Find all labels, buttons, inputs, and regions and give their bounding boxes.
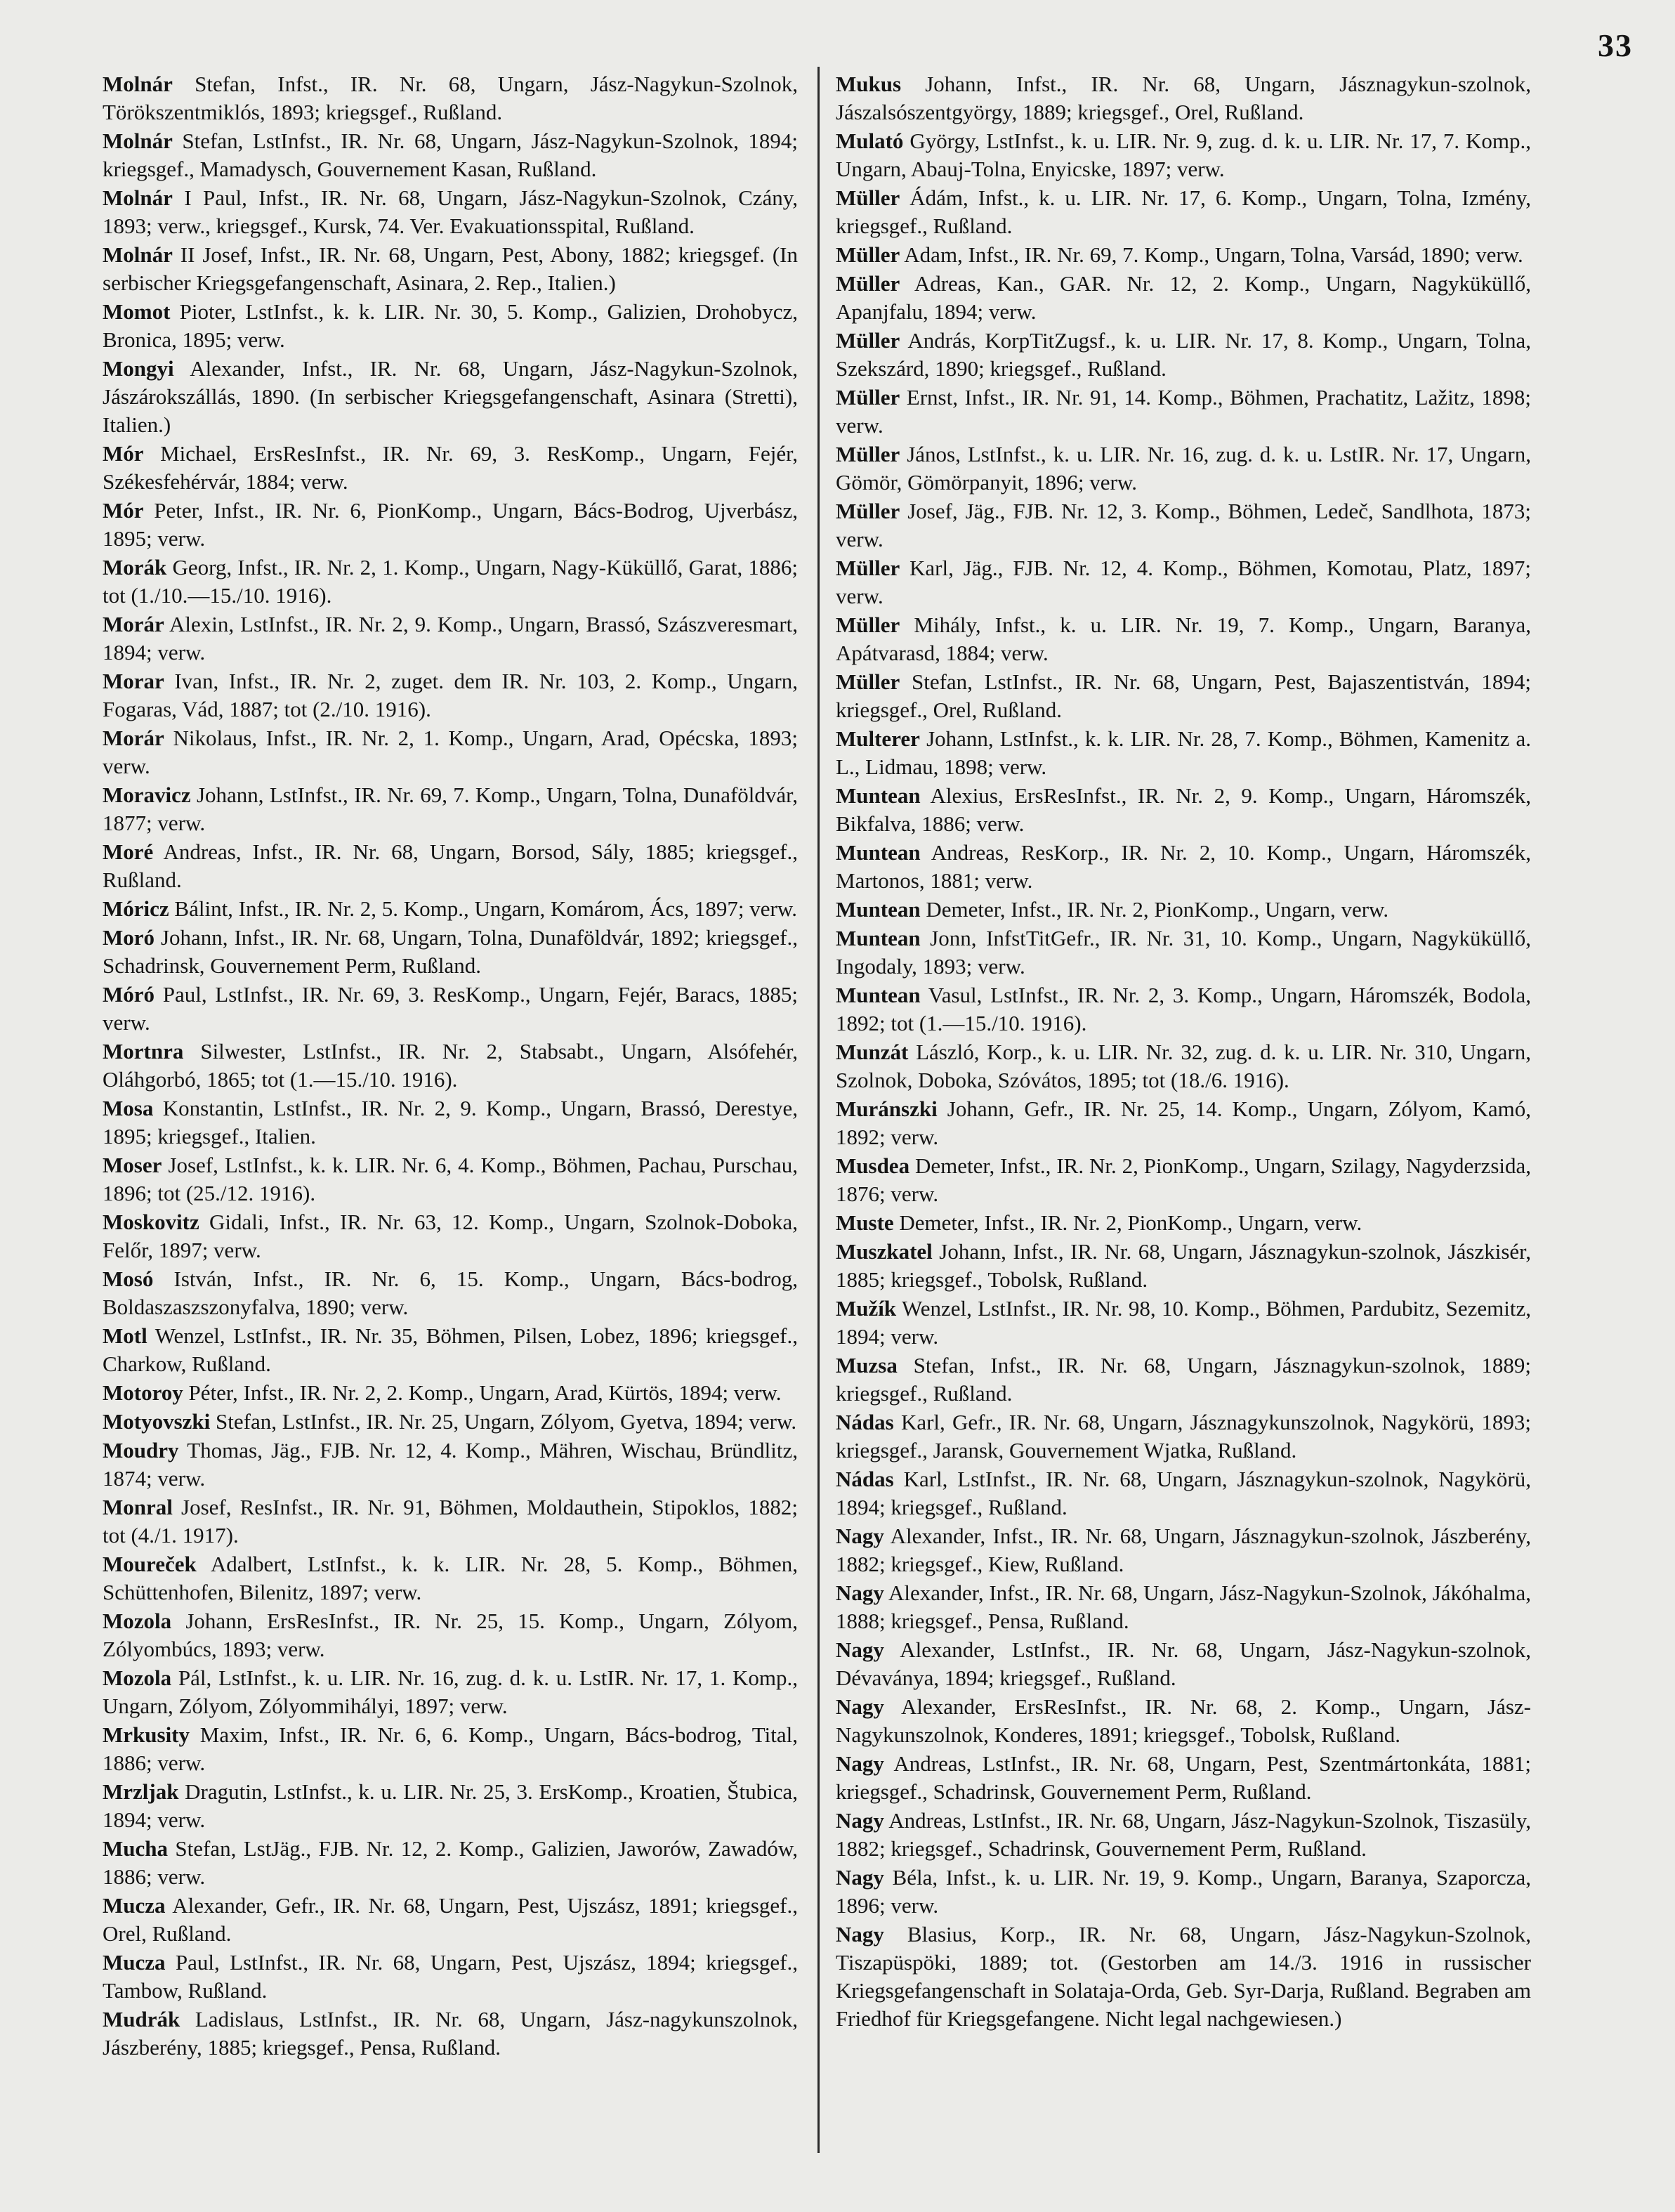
entry-surname: Mucza [103, 1893, 166, 1918]
entry-details: Demeter, Infst., IR. Nr. 2, PionKomp., Ungarn, verw. [899, 1210, 1362, 1235]
entry [103, 981, 798, 1037]
entry-details: Maxim, Infst., IR. Nr. 6, 6. Komp., Ungarn, Bács-bodrog, Tital, 1886; verw. [103, 1722, 799, 1775]
entry [103, 1151, 798, 1208]
entry-details: Ladislaus, LstInfst., IR. Nr. 68, Ungarn, Jász-nagykunszolnok, Jászberény, 1885; kriegsgef., Pensa, Rußland. [103, 2007, 798, 2060]
entry [836, 668, 1531, 724]
entry [836, 127, 1531, 183]
entry-details: Johann, Infst., IR. Nr. 68, Ungarn, Jásznagykun-szolnok, Jászkisér, 1885; kriegsgef., Tobolsk, Rußland. [836, 1239, 1532, 1292]
entry-details: Johann, Infst., IR. Nr. 68, Ungarn, Tolna, Dunaföldvár, 1892; kriegsgef., Schadrinsk, Gouvernement Perm, Rußland. [103, 925, 799, 978]
entry [836, 440, 1531, 497]
entry-details: Stefan, LstJäg., FJB. Nr. 12, 2. Komp., Galizien, Jaworów, Zawadów, 1886; verw. [103, 1836, 798, 1889]
entry-surname: Mucza [103, 1950, 166, 1975]
entry [836, 725, 1531, 781]
entry-details: Josef, LstInfst., k. k. LIR. Nr. 6, 4. Komp., Böhmen, Pachau, Purschau, 1896; tot (25./12. 1916). [103, 1153, 799, 1205]
entry [103, 355, 798, 439]
entry-details: Johann, ErsResInfst., IR. Nr. 25, 15. Komp., Ungarn, Zólyom, Zólyombúcs, 1893; verw. [103, 1609, 798, 1661]
entry [836, 896, 1531, 924]
entry [836, 1693, 1531, 1749]
left-column [103, 70, 798, 2062]
entry [836, 924, 1531, 981]
entry-details: Stefan, Infst., IR. Nr. 68, Ungarn, Jász-Nagykun-Szolnok, Törökszentmiklós, 1893; kriegsgef., Rußland. [103, 72, 799, 124]
entry-details: András, KorpTitZugsf., k. u. LIR. Nr. 17, 8. Komp., Ungarn, Tolna, Szekszárd, 1890; kriegsgef., Rußland. [836, 328, 1531, 381]
entry [103, 184, 798, 240]
entry [103, 1778, 798, 1834]
entry [836, 1807, 1531, 1863]
entry-surname: Mukus [836, 72, 902, 96]
entry [103, 1437, 798, 1493]
entry-details: Gidali, Infst., IR. Nr. 63, 12. Komp., Ungarn, Szolnok-Doboka, Felőr, 1897; verw. [103, 1210, 798, 1262]
entry-details: István, Infst., IR. Nr. 6, 15. Komp., Ungarn, Bács-bodrog, Boldaszaszszonyfalva, 1890; verw. [103, 1267, 798, 1319]
entry-details: Demeter, Infst., IR. Nr. 2, PionKomp., Ungarn, Szilagy, Nagyderzsida, 1876; verw. [836, 1153, 1531, 1206]
entry [103, 1379, 798, 1407]
entry-surname: Müller [836, 669, 900, 694]
entry [103, 924, 798, 980]
entry-surname: Mozola [103, 1609, 172, 1633]
entry-details: Andreas, LstInfst., IR. Nr. 68, Ungarn, Jász-Nagykun-Szolnok, Tiszasüly, 1882; kriegsgef., Schadrinsk, Gouvernement Perm, Rußland. [836, 1808, 1531, 1861]
entry [836, 241, 1531, 269]
entry-details: Mihály, Infst., k. u. LIR. Nr. 19, 7. Komp., Ungarn, Baranya, Apátvarasd, 1884; verw. [836, 613, 1532, 665]
entry [103, 667, 798, 724]
entry [103, 1721, 798, 1777]
entry-details: Ivan, Infst., IR. Nr. 2, zuget. dem IR. Nr. 103, 2. Komp., Ungarn, Fogaras, Vád, 1887; tot (2./10. 1916). [103, 669, 799, 721]
entry-details: Karl, Gefr., IR. Nr. 68, Ungarn, Jásznagykunszolnok, Nagykörü, 1893; kriegsgef., Jaransk, Gouvernement Wjatka, Rußland. [836, 1410, 1532, 1462]
entry-details: Alexander, Infst., IR. Nr. 68, Ungarn, Jásznagykun-szolnok, Jászberény, 1882; kriegsgef., Kiew, Rußland. [836, 1524, 1531, 1576]
entry-surname: Muszkatel [836, 1239, 933, 1264]
entry [836, 611, 1531, 667]
entry-details: Peter, Infst., IR. Nr. 6, PionKomp., Ungarn, Bács-Bodrog, Ujverbász, 1895; verw. [103, 498, 798, 551]
entry-surname: Nagy [836, 1694, 884, 1719]
entry-surname: Mór [103, 498, 144, 523]
entry [103, 1493, 798, 1550]
entry [836, 184, 1531, 240]
entry-details: Josef, ResInfst., IR. Nr. 91, Böhmen, Moldauthein, Stipoklos, 1882; tot (4./1. 1917). [103, 1495, 798, 1547]
entry [836, 839, 1531, 895]
entry-surname: Müller [836, 613, 900, 637]
entry-surname: Momot [103, 299, 171, 324]
entry-details: Johann, LstInfst., k. k. LIR. Nr. 28, 7. Komp., Böhmen, Kamenitz a. L., Lidmau, 1898; verw. [836, 726, 1531, 779]
entry-details: Michael, ErsResInfst., IR. Nr. 69, 3. ResKomp., Ungarn, Fejér, Székesfehérvár, 1884; verw. [103, 441, 799, 494]
entry [836, 1465, 1531, 1521]
entry [103, 895, 798, 923]
entry-surname: Molnár [103, 185, 173, 210]
entry [103, 298, 798, 354]
entry-surname: Moskovitz [103, 1210, 199, 1234]
entry-details: Alexander, LstInfst., IR. Nr. 68, Ungarn, Jász-Nagykun-szolnok, Dévaványa, 1894; kriegsgef., Rußland. [836, 1637, 1531, 1690]
entry-details: Johann, Gefr., IR. Nr. 25, 14. Komp., Ungarn, Zólyom, Kamó, 1892; verw. [836, 1097, 1532, 1149]
entry-details: Stefan, LstInfst., IR. Nr. 68, Ungarn, Pest, Bajaszentistván, 1894; kriegsgef., Orel, Rußland. [836, 669, 1531, 722]
entry-details: Alexin, LstInfst., IR. Nr. 2, 9. Komp., Ungarn, Brassó, Szászveresmart, 1894; verw. [103, 612, 799, 665]
entry-surname: Muntean [836, 783, 921, 808]
entry-surname: Mužík [836, 1296, 897, 1321]
entry-surname: Müller [836, 271, 900, 296]
entry-surname: Motoroy [103, 1380, 183, 1405]
entry-details: Pál, LstInfst., k. u. LIR. Nr. 16, zug. d. k. u. LstIR. Nr. 17, 1. Komp., Ungarn, Zólyom, Zólyommihályi, 1897; verw. [103, 1665, 798, 1718]
entry-surname: Nagy [836, 1922, 884, 1946]
entry-details: Wenzel, LstInfst., IR. Nr. 35, Böhmen, Pilsen, Lobez, 1896; kriegsgef., Charkow, Rußland. [103, 1323, 798, 1376]
entry-details: György, LstInfst., k. u. LIR. Nr. 9, zug. d. k. u. LIR. Nr. 17, 7. Komp., Ungarn, Abauj-Tolna, Enyicske, 1897; verw. [836, 129, 1531, 181]
entry-details: Péter, Infst., IR. Nr. 2, 2. Komp., Ungarn, Arad, Kürtös, 1894; verw. [188, 1380, 782, 1405]
entry-surname: Nagy [836, 1581, 884, 1605]
entry-surname: Monral [103, 1495, 173, 1519]
entry [836, 497, 1531, 554]
entry-surname: Muntean [836, 840, 921, 865]
entry [103, 440, 798, 496]
entry-details: Pioter, LstInfst., k. k. LIR. Nr. 30, 5. Komp., Galizien, Drohobycz, Bronica, 1895; verw. [103, 299, 799, 352]
entry-surname: Nagy [836, 1751, 884, 1776]
entry-surname: Musdea [836, 1153, 910, 1178]
entry-details: Jonn, InfstTitGefr., IR. Nr. 31, 10. Komp., Ungarn, Nagyküküllő, Ingodaly, 1893; verw. [836, 926, 1531, 979]
entry-surname: Müller [836, 499, 900, 523]
entry [836, 1864, 1531, 1920]
entry-surname: Mulató [836, 129, 904, 153]
entry-details: Georg, Infst., IR. Nr. 2, 1. Komp., Ungarn, Nagy-Küküllő, Garat, 1886; tot (1./10.—15./10. 1916). [103, 555, 798, 608]
entry-surname: Morák [103, 555, 167, 580]
entry [103, 554, 798, 610]
entry-details: Nikolaus, Infst., IR. Nr. 2, 1. Komp., Ungarn, Arad, Opécska, 1893; verw. [103, 726, 798, 778]
entry-details: László, Korp., k. u. LIR. Nr. 32, zug. d. k. u. LIR. Nr. 310, Ungarn, Szolnok, Doboka, Szóvátos, 1895; tot (18./6. 1916). [836, 1040, 1531, 1092]
entry-details: Alexander, Infst., IR. Nr. 68, Ungarn, Jász-Nagykun-Szolnok, Jákóhalma, 1888; kriegsgef., Pensa, Rußland. [836, 1581, 1531, 1633]
page-number: 33 [1598, 27, 1633, 63]
entry [103, 497, 798, 553]
entry-surname: Molnár [103, 242, 173, 267]
entry [103, 724, 798, 780]
entry [836, 1920, 1531, 2033]
entry-details: Adam, Infst., IR. Nr. 69, 7. Komp., Ungarn, Tolna, Varsád, 1890; verw. [904, 242, 1523, 267]
entry [103, 1607, 798, 1663]
entry-surname: Mosa [103, 1096, 154, 1120]
entry-surname: Muránszki [836, 1097, 938, 1121]
entry-surname: Müller [836, 556, 900, 580]
entry-details: János, LstInfst., k. u. LIR. Nr. 16, zug. d. k. u. LstIR. Nr. 17, Ungarn, Gömör, Gömörpanyit, 1896; verw. [836, 442, 1532, 495]
entry-details: Alexander, ErsResInfst., IR. Nr. 68, 2. Komp., Ungarn, Jász-Nagykunszolnok, Konderes, 1891; kriegsgef., Tobolsk, Rußland. [836, 1694, 1531, 1747]
entry-details: Ádám, Infst., k. u. LIR. Nr. 17, 6. Komp., Ungarn, Tolna, Izmény, kriegsgef., Rußland. [836, 185, 1532, 238]
entry-surname: Muntean [836, 983, 921, 1007]
entry [103, 1892, 798, 1948]
entry [836, 1295, 1531, 1351]
entry-details: Josef, Jäg., FJB. Nr. 12, 3. Komp., Böhmen, Ledeč, Sandlhota, 1873; verw. [836, 499, 1531, 551]
entry-details: I Paul, Infst., IR. Nr. 68, Ungarn, Jász-Nagykun-Szolnok, Czány, 1893; verw., kriegsgef., Kursk, 74. Ver. Evakuationsspital, Rußland. [103, 185, 799, 238]
entry-details: Blasius, Korp., IR. Nr. 68, Ungarn, Jász-Nagykun-Szolnok, Tiszapüspöki, 1889; tot. (Gestorben am 14./3. 1916 in russischer Kriegsgefangenschaft in Solataja-Orda, Geb. Syr-Darja, Rußland. Begraben am Friedhof für Kriegsgefangene. Nicht legal nachgewiesen.) [836, 1922, 1532, 2031]
entry-details: Stefan, LstInfst., IR. Nr. 25, Ungarn, Zólyom, Gyetva, 1894; verw. [216, 1409, 797, 1434]
entry-details: Adalbert, LstInfst., k. k. LIR. Nr. 28, 5. Komp., Böhmen, Schüttenhofen, Bilenitz, 1897; verw. [103, 1552, 798, 1604]
entry [103, 610, 798, 667]
entry-surname: Nagy [836, 1808, 884, 1833]
entry [103, 241, 798, 297]
entry [836, 327, 1531, 383]
entry-surname: Müller [836, 385, 900, 410]
entry-details: Johann, Infst., IR. Nr. 68, Ungarn, Jásznagykun-szolnok, Jászalsószentgyörgy, 1889; kriegsgef., Orel, Rußland. [836, 72, 1532, 124]
entry-surname: Muntean [836, 926, 921, 950]
entry [103, 838, 798, 894]
entry-surname: Multerer [836, 726, 920, 751]
entry [103, 1265, 798, 1321]
entry-details: Stefan, LstInfst., IR. Nr. 68, Ungarn, Jász-Nagykun-Szolnok, 1894; kriegsgef., Mamadysch, Gouvernement Kasan, Rußland. [103, 129, 798, 181]
entry-details: Silwester, LstInfst., IR. Nr. 2, Stabsabt., Ungarn, Alsófehér, Oláhgorbó, 1865; tot (1.—15./10. 1916). [103, 1039, 798, 1092]
entry-details: Stefan, Infst., IR. Nr. 68, Ungarn, Jásznagykun-szolnok, 1889; kriegsgef., Rußland. [836, 1353, 1531, 1406]
entry-details: Thomas, Jäg., FJB. Nr. 12, 4. Komp., Mähren, Wischau, Bründlitz, 1874; verw. [103, 1438, 798, 1491]
entry-surname: Mudrák [103, 2007, 180, 2031]
entry-details: Demeter, Infst., IR. Nr. 2, PionKomp., Ungarn, verw. [926, 897, 1389, 922]
entry-surname: Mongyi [103, 356, 174, 381]
entry [103, 1038, 798, 1094]
entry-surname: Moureček [103, 1552, 197, 1576]
entry-details: Bálint, Infst., IR. Nr. 2, 5. Komp., Ungarn, Komárom, Ács, 1897; verw. [174, 896, 797, 921]
entry-surname: Motl [103, 1323, 147, 1348]
entry [836, 782, 1531, 838]
entry-details: Karl, Jäg., FJB. Nr. 12, 4. Komp., Böhmen, Komotau, Platz, 1897; verw. [836, 556, 1532, 608]
entry [836, 70, 1531, 126]
entry [103, 1408, 798, 1436]
entry [836, 270, 1531, 326]
entry [836, 384, 1531, 440]
entry-surname: Muste [836, 1210, 894, 1235]
entry [836, 1038, 1531, 1094]
column-divider [817, 67, 820, 2153]
entry-surname: Mosó [103, 1267, 154, 1291]
entry-details: Andreas, Infst., IR. Nr. 68, Ungarn, Borsod, Sály, 1885; kriegsgef., Rußland. [103, 839, 798, 892]
entry-details: Johann, LstInfst., IR. Nr. 69, 7. Komp., Ungarn, Tolna, Dunaföldvár, 1877; verw. [103, 783, 798, 835]
entry [836, 1095, 1531, 1151]
entry-details: Paul, LstInfst., IR. Nr. 68, Ungarn, Pest, Ujszász, 1894; kriegsgef., Tambow, Rußland. [103, 1950, 799, 2003]
entry-surname: Moudry [103, 1438, 179, 1462]
entry-surname: Mrzljak [103, 1779, 179, 1804]
entry [103, 70, 798, 126]
entry-surname: Morár [103, 612, 164, 636]
entry [103, 1094, 798, 1151]
entry-details: Paul, LstInfst., IR. Nr. 69, 3. ResKomp., Ungarn, Fejér, Baracs, 1885; verw. [103, 982, 798, 1035]
entry-surname: Moré [103, 839, 154, 864]
entry [836, 1750, 1531, 1806]
entry [836, 1408, 1531, 1465]
entry [103, 1664, 798, 1720]
entry-surname: Nádas [836, 1467, 894, 1491]
entry [103, 781, 798, 837]
entry-details: Béla, Infst., k. u. LIR. Nr. 19, 9. Komp., Ungarn, Baranya, Szaporcza, 1896; verw. [836, 1865, 1531, 1918]
entry-surname: Nagy [836, 1524, 884, 1548]
entry-details: II Josef, Infst., IR. Nr. 68, Ungarn, Pest, Abony, 1882; kriegsgef. (In serbischer Kriegsgefangenschaft, Asinara, 2. Rep., Italien.) [103, 242, 799, 295]
entry-details: Alexander, Gefr., IR. Nr. 68, Ungarn, Pest, Ujszász, 1891; kriegsgef., Orel, Rußland. [103, 1893, 798, 1946]
entry-surname: Mortnra [103, 1039, 184, 1064]
entry-details: Adreas, Kan., GAR. Nr. 12, 2. Komp., Ungarn, Nagyküküllő, Apanjfalu, 1894; verw. [836, 271, 1532, 324]
entry-details: Ernst, Infst., IR. Nr. 91, 14. Komp., Böhmen, Prachatitz, Lažitz, 1898; verw. [836, 385, 1531, 438]
entry-surname: Mucha [103, 1836, 168, 1861]
entry-details: Alexander, Infst., IR. Nr. 68, Ungarn, Jász-Nagykun-Szolnok, Jászárokszállás, 1890. (In serbischer Kriegsgefangenschaft, Asinara (Stretti), Italien.) [103, 356, 798, 437]
entry-surname: Mrkusity [103, 1722, 190, 1747]
entry [836, 1152, 1531, 1208]
entry [103, 1322, 798, 1378]
entry-details: Karl, LstInfst., IR. Nr. 68, Ungarn, Jásznagykun-szolnok, Nagykörü, 1894; kriegsgef., Rußland. [836, 1467, 1532, 1519]
entry-surname: Moró [103, 925, 155, 950]
entry-surname: Nagy [836, 1637, 884, 1662]
entry-surname: Müller [836, 185, 900, 210]
entry [836, 1579, 1531, 1635]
entry-surname: Moravicz [103, 783, 191, 807]
entry-surname: Muntean [836, 897, 921, 922]
entry [836, 1522, 1531, 1578]
entry-details: Vasul, LstInfst., IR. Nr. 2, 3. Komp., Ungarn, Háromszék, Bodola, 1892; tot (1.—15./10. 1916). [836, 983, 1531, 1035]
entry-details: Dragutin, LstInfst., k. u. LIR. Nr. 25, 3. ErsKomp., Kroatien, Štubica, 1894; verw. [103, 1779, 798, 1832]
entry-surname: Mozola [103, 1665, 172, 1690]
entry-surname: Motyovszki [103, 1409, 211, 1434]
entry-surname: Molnár [103, 72, 173, 96]
entry-surname: Nagy [836, 1865, 884, 1890]
entry-details: Konstantin, LstInfst., IR. Nr. 2, 9. Komp., Ungarn, Brassó, Derestye, 1895; kriegsgef., Italien. [103, 1096, 798, 1148]
entry-surname: Moser [103, 1153, 162, 1177]
entry-details: Andreas, ResKorp., IR. Nr. 2, 10. Komp., Ungarn, Háromszék, Martonos, 1881; verw. [836, 840, 1532, 893]
entry [103, 1208, 798, 1264]
entry [836, 1352, 1531, 1408]
entry-surname: Muzsa [836, 1353, 898, 1377]
entry-details: Alexius, ErsResInfst., IR. Nr. 2, 9. Komp., Ungarn, Háromszék, Bikfalva, 1886; verw. [836, 783, 1532, 836]
entry [103, 1949, 798, 2005]
entry [103, 1835, 798, 1891]
entry [103, 127, 798, 183]
entry-surname: Molnár [103, 129, 173, 153]
entry-surname: Morár [103, 726, 164, 750]
entry-surname: Nádas [836, 1410, 894, 1434]
entry-surname: Müller [836, 442, 900, 466]
entry-surname: Müller [836, 328, 900, 353]
entry-surname: Mór [103, 441, 144, 466]
entry-surname: Munzát [836, 1040, 909, 1064]
entry-surname: Móró [103, 982, 155, 1007]
entry-surname: Morar [103, 669, 164, 693]
right-column [836, 70, 1531, 2034]
entry [103, 2005, 798, 2062]
entry-surname: Müller [836, 242, 900, 267]
entry [836, 554, 1531, 610]
entry [836, 1636, 1531, 1692]
entry-details: Wenzel, LstInfst., IR. Nr. 98, 10. Komp., Böhmen, Pardubitz, Sezemitz, 1894; verw. [836, 1296, 1531, 1349]
entry-surname: Móricz [103, 896, 169, 921]
entry [836, 981, 1531, 1038]
entry-details: Andreas, LstInfst., IR. Nr. 68, Ungarn, Pest, Szentmártonkáta, 1881; kriegsgef., Schadrinsk, Gouvernement Perm, Rußland. [836, 1751, 1531, 1804]
entry [836, 1238, 1531, 1294]
entry [103, 1550, 798, 1606]
entry [836, 1209, 1531, 1237]
